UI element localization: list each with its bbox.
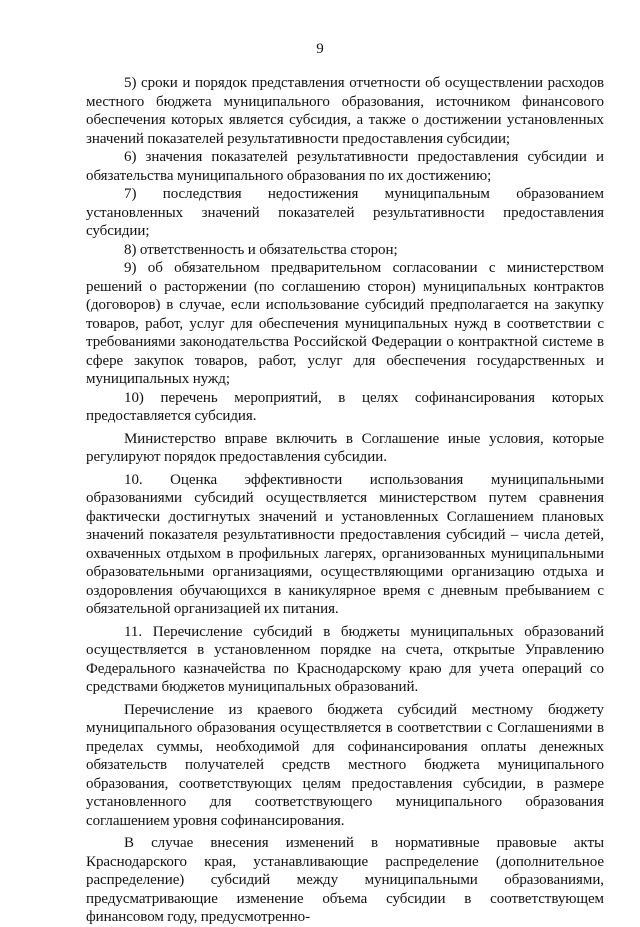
paragraph-item-7: 7) последствия недостижения муниципальным образованием установленных значений показателей результативности предоставления субсидии;	[86, 186, 604, 239]
paragraph-item-9: 9) об обязательном предварительном согласовании с министерством решений о расторжении (по соглашению сторон) муниципальных контрактов (договоров) в случае, если использование субсидий предполагается на закупку товаров, работ, услуг для обеспечения муниципальных нужд в соответствии с требованиями законодательства Российской Федерации о контрактной системе в сфере закупок товаров, работ, услуг для обеспечения государственных и муниципальных нужд;	[86, 260, 604, 387]
paragraph-section-10: 10. Оценка эффективности использования муниципальными образованиями субсидий осуществляется министерством путем сравнения фактически достигнутых значений и установленных Соглашением плановых значений показателя результативности предоставления субсидий – числа детей, охваченных отдыхом в профильных лагерях, организованных муниципальными образовательными организациями, осуществляющими организацию отдыха и оздоровления обучающихся в каникулярное время с дневным пребыванием с обязательной организацией их питания.	[86, 471, 604, 617]
paragraph-item-8: 8) ответственность и обязательства сторон;	[124, 241, 398, 258]
paragraph-item-10: 10) перечень мероприятий, в целях софинансирования которых предоставляется субсидия.	[86, 389, 604, 424]
paragraph-item-5: 5) сроки и порядок представления отчетности об осуществлении расходов местного бюджета муниципального образования, источником финансового обеспечения которых является субсидия, а также о достижении установленных значений показателей результативности предоставления субсидии;	[86, 75, 604, 147]
document-body	[86, 74, 604, 927]
paragraph-amendments: В случае внесения изменений в нормативные правовые акты Краснодарского края, устанавливающие распределение (дополнительное распределение) субсидий между муниципальными образованиями, предусматривающие изменение объема субсидии в соответствующем финансовом году, предусмотренно-	[86, 835, 604, 925]
paragraph-section-11: 11. Перечисление субсидий в бюджеты муниципальных образований осуществляется в установленном порядке на счета, открытые Управлению Федерального казначейства по Краснодарскому краю для учета операций со средствами бюджетов муниципальных образований.	[86, 623, 604, 695]
paragraph-item-6: 6) значения показателей результативности предоставления субсидии и обязательства муниципального образования по их достижению;	[86, 149, 604, 184]
page-number: 9	[316, 41, 324, 57]
paragraph-ministry-conditions: Министерство вправе включить в Соглашение иные условия, которые регулируют порядок предоставления субсидии.	[86, 430, 604, 465]
paragraph-transfer: Перечисление из краевого бюджета субсидий местному бюджету муниципального образования осуществляется в соответствии с Соглашениями в пределах суммы, необходимой для софинансирования оплаты денежных обязательств получателей средств местного бюджета муниципального образования, соответствующих целям предоставления субсидии, в размере установленного для соответствующего муниципального образования соглашением уровня софинансирования.	[86, 701, 604, 829]
